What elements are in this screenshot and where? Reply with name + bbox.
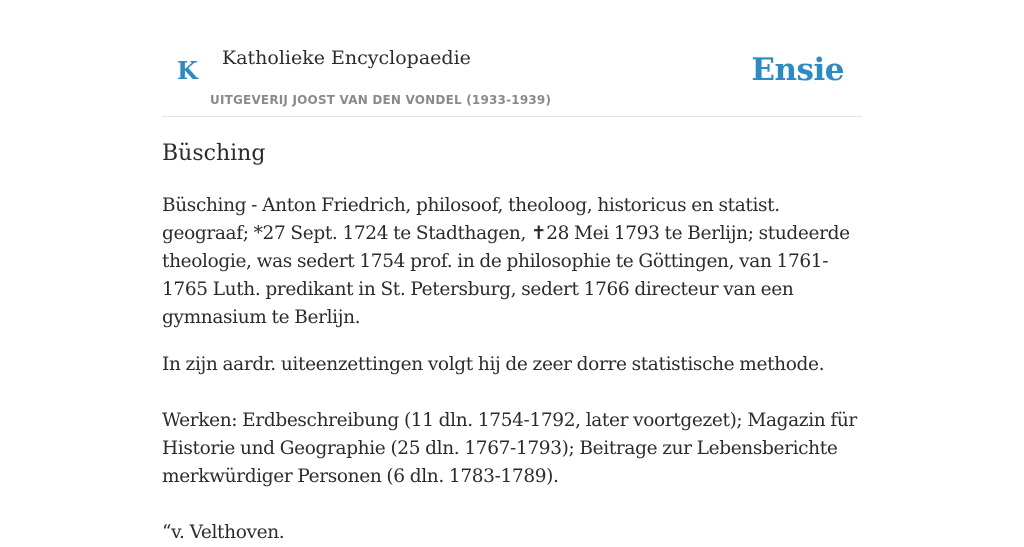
article-paragraph: Werken: Erdbeschreibung (11 dln. 1754-1792, later voortgezet); Magazin für Historie und Geographie (25 dln. 1767-1793); Beitrage zur Lebensberichte merkwürdiger Personen (6 dln. 1783-1789). [162, 410, 857, 487]
encyclopedia-logo-letter[interactable]: K [177, 56, 198, 85]
ensie-logo-link[interactable]: Ensie [751, 52, 844, 88]
publisher-label: UITGEVERIJ JOOST VAN DEN VONDEL (1933-1939) [210, 93, 552, 107]
paragraph-text: Büsching - Anton Friedrich, philosoof, theoloog, historicus en statist. geograaf; *27 Sept. 1724 te Stadthagen, [162, 195, 780, 244]
article-paragraph: In zijn aardr. uiteenzettingen volgt hij de zeer dorre statistische methode. [162, 354, 825, 375]
article-title: Büsching [162, 141, 266, 166]
paragraph-text: 28 Mei 1793 te Berlijn; studeerde theologie, was sedert 1754 prof. in de philosophie te Göttingen, van 1761-1765 Luth. predikant in St. Petersburg, sedert 1766 directeur van een gymnasium te Berlijn. [162, 223, 850, 328]
article-author: “v. Velthoven. [162, 522, 285, 543]
header [162, 0, 862, 117]
article-paragraph [162, 192, 862, 332]
cross-icon: ✝ [531, 223, 547, 244]
book-title[interactable]: Katholieke Encyclopaedie [222, 47, 471, 69]
article [162, 138, 862, 547]
